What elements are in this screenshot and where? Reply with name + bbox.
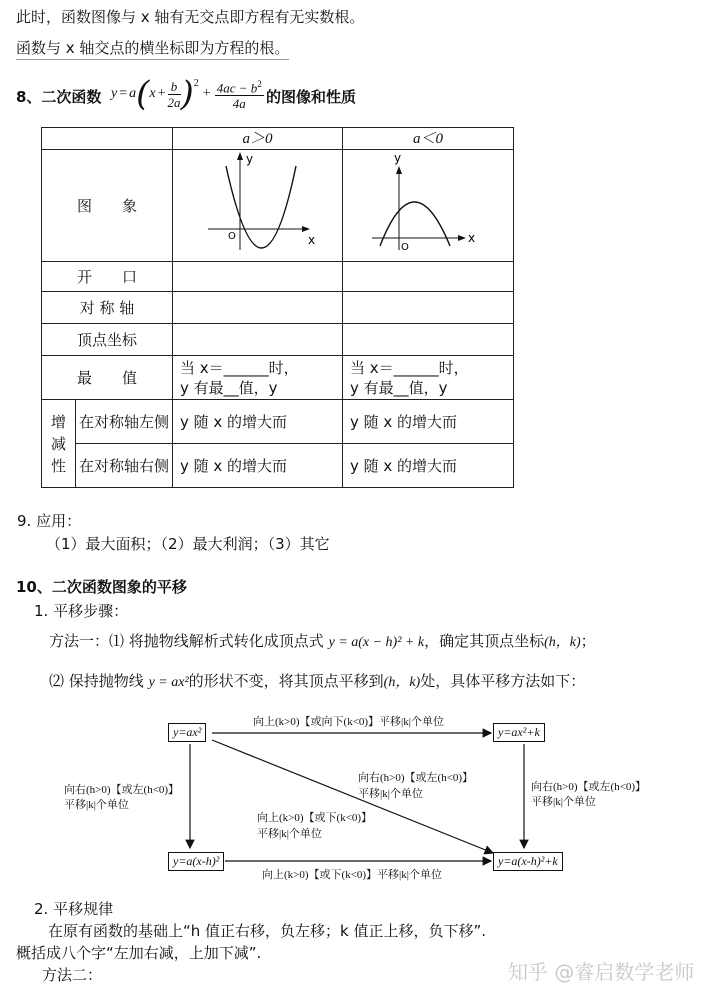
zhihu-watermark: 知乎 @睿启数学老师 — [508, 960, 695, 984]
fraction-2-numerator: 4ac − b — [216, 80, 258, 96]
table-corner — [42, 128, 173, 150]
upward-parabola-graph — [174, 150, 342, 256]
graph-origin-label: O — [227, 231, 236, 242]
axis-negative — [343, 292, 514, 324]
method-1-formula: y = a(x − h)² + k — [328, 635, 425, 650]
label-diagonal-b-2: 平移|k|个单位 — [257, 828, 322, 840]
fraction-1-numerator: b — [168, 79, 181, 95]
method-1-step-2-text-c: 处，具体平移方法如下： — [420, 672, 586, 690]
row-label-opening: 开 口 — [42, 262, 173, 292]
graph-cell-positive — [173, 150, 343, 262]
formula-y: y — [111, 86, 118, 101]
graph-y-label: y — [245, 152, 253, 166]
downward-parabola-graph — [344, 150, 513, 256]
method-1-text-a: 方法一：⑴ 将抛物线解析式转化成顶点式 — [49, 632, 324, 650]
graph-x-label: x — [307, 233, 315, 247]
method-2-title: 方法二： — [42, 966, 103, 984]
label-diagonal-a-2: 平移|k|个单位 — [358, 788, 423, 800]
section-9-items: （1）最大面积；（2）最大利润；（3）其它 — [46, 535, 330, 553]
row-label-axis: 对 称 轴 — [42, 292, 173, 324]
extremum-positive-line-2: y 有最__值，y — [180, 378, 278, 397]
extremum-positive-line-1: 当 x＝______时， — [180, 358, 299, 377]
fraction-4ac-b2-over-4a — [215, 77, 264, 111]
right-positive: y 随 x 的增大而 — [173, 444, 343, 488]
right-negative: y 随 x 的增大而 — [343, 444, 514, 488]
graph-x-label-neg: x — [467, 231, 475, 245]
method-1-step-2 — [49, 670, 585, 691]
graph-cell-negative — [343, 150, 514, 262]
quadratic-properties-table — [41, 127, 514, 488]
intro-line-2: 函数与 x 轴交点的横坐标即为方程的根。 — [16, 37, 289, 60]
method-1-step-2-coord: (h，k) — [383, 675, 421, 690]
extremum-negative-line-1: 当 x＝______时， — [350, 358, 469, 377]
axis-positive — [173, 292, 343, 324]
method-1-text-b: ，确定其顶点坐标 — [424, 632, 545, 650]
method-1-step-2-formula: y = ax² — [148, 675, 189, 690]
fraction-1-denominator: 2a — [167, 94, 181, 110]
method-1-coord: (h，k) — [544, 635, 581, 650]
section-10-title: 10、二次函数图象的平移 — [16, 578, 187, 596]
formula-plus-2: + — [202, 86, 211, 101]
formula-exponent: 2 — [193, 78, 199, 89]
row-label-vertex: 顶点坐标 — [42, 324, 173, 356]
box-vertex-form: y=a(x-h)²+k — [493, 852, 563, 871]
method-1-step-2-text-a: ⑵ 保持抛物线 — [49, 672, 144, 690]
label-right-arrow-1: 向右(h>0)【或左(h<0)】 — [531, 781, 647, 793]
left-positive: y 随 x 的增大而 — [173, 400, 343, 444]
rules-line-1: 在原有函数的基础上“h 值正右移，负左移；k 值正上移，负下移”. — [48, 922, 487, 940]
section-9-title — [17, 510, 81, 531]
section-8-prefix: 8、二次函数 — [16, 88, 102, 106]
rules-line-2: 概括成八个字“左加右减，上加下减”. — [16, 944, 262, 962]
fraction-b-over-2a — [168, 79, 181, 110]
formula-eq: = — [119, 86, 128, 101]
graph-y-label-neg: y — [393, 151, 401, 165]
row-label-monotonicity: 增 减 性 — [42, 400, 76, 488]
label-left-arrow-1: 向右(h>0)【或左(h<0)】 — [64, 784, 180, 796]
label-left-arrow-2: 平移|k|个单位 — [64, 799, 129, 811]
intro-line-1: 此时，函数图像与 x 轴有无交点即方程有无实数根。 — [16, 8, 365, 26]
opening-negative — [343, 262, 514, 292]
step-title: 1. 平移步骤： — [34, 602, 129, 620]
arrow-diagonal — [212, 740, 493, 853]
opening-positive — [173, 262, 343, 292]
vertex-form-formula: y = a ( x + $\frac{b}{2a}$ ) $^2$ + $\frac{4ac - b^2}{4a}$ — [111, 74, 262, 114]
label-bottom-arrow: 向上(k>0)【或下(k<0)】平移|k|个单位 — [262, 869, 442, 881]
section-8-suffix: 的图像和性质 — [266, 88, 357, 106]
row-label-left-of-axis: 在对称轴左侧 — [76, 400, 173, 444]
extremum-positive — [173, 356, 343, 400]
box-ax2: y=ax² — [168, 723, 206, 742]
fraction-2-denominator: 4a — [232, 96, 246, 112]
graph-origin-label-neg: O — [400, 242, 409, 253]
method-1-step-2-text-b: 的形状不变，将其顶点平移到 — [188, 672, 384, 690]
left-negative: y 随 x 的增大而 — [343, 400, 514, 444]
row-label-graph: 图 象 — [42, 150, 173, 262]
extremum-negative-line-2: y 有最__值，y — [350, 378, 448, 397]
header-a-negative: a＜0 — [343, 128, 514, 150]
label-right-arrow-2: 平移|k|个单位 — [531, 796, 596, 808]
method-1 — [49, 630, 596, 651]
formula-a: a — [129, 86, 137, 101]
label-top-arrow: 向上(k>0)【或向下(k<0)】平移|k|个单位 — [253, 716, 444, 728]
fraction-2-numerator-exp: 2 — [257, 78, 262, 89]
row-label-right-of-axis: 在对称轴右侧 — [76, 444, 173, 488]
extremum-negative — [343, 356, 514, 400]
label-diagonal-b-1: 向上(k>0)【或下(k<0)】 — [257, 812, 373, 824]
method-1-text-c: ； — [580, 632, 596, 650]
formula-plus-1: + — [157, 86, 166, 101]
box-a-x-minus-h-squared: y=a(x-h)² — [168, 852, 224, 871]
vertex-positive — [173, 324, 343, 356]
header-a-positive: a＞0 — [173, 128, 343, 150]
section-9-title-text: 9. 应用： — [17, 512, 82, 530]
row-label-extremum: 最 值 — [42, 356, 173, 400]
box-ax2-plus-k: y=ax²+k — [493, 723, 545, 742]
vertex-negative — [343, 324, 514, 356]
rules-title: 2. 平移规律 — [34, 900, 114, 918]
formula-x: x — [149, 86, 156, 101]
label-diagonal-a-1: 向右(h>0)【或左(h<0)】 — [358, 772, 474, 784]
